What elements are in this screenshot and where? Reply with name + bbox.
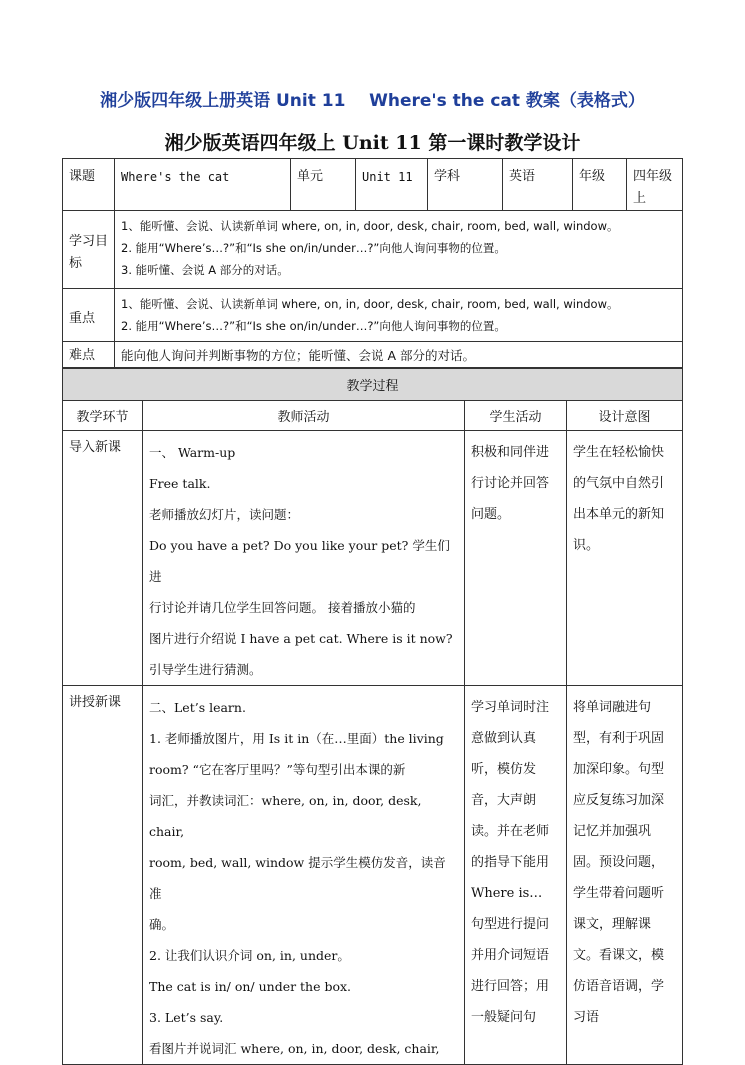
teacher-activity-cell xyxy=(143,431,465,686)
grade-label: 年级 xyxy=(573,159,627,211)
topic-value: Where's the cat xyxy=(115,159,291,211)
header-student-activity: 学生活动 xyxy=(465,401,567,431)
subject-label: 学科 xyxy=(428,159,503,211)
teacher-line: Do you have a pet? Do you like your pet? 学生们进 xyxy=(149,538,450,584)
stage-cell: 讲授新课 xyxy=(63,686,143,1065)
teacher-line: 二、Let’s learn. xyxy=(149,700,246,715)
unit-value: Unit 11 xyxy=(356,159,428,211)
table-row xyxy=(63,431,683,686)
lesson-plan-title: 湘少版英语四年级上 Unit 11 第一课时教学设计 xyxy=(164,132,581,154)
key-point-item: 2. 能用“Where’s…?”和“Is she on/in/under…?”向他人询问事物的位置。 xyxy=(121,319,506,333)
teacher-line: Free talk. xyxy=(149,476,211,491)
design-intent-cell: 将单词融进句型，有利于巩固加深印象。句型应反复练习加深记忆并加强巩固。预设问题，学生带着问题听课文，理解课文。看课文，模仿语音语调，学习语 xyxy=(567,686,683,1065)
teacher-line: 图片进行介绍说 I have a pet cat. Where is it now? xyxy=(149,631,453,646)
key-points-list xyxy=(115,289,683,342)
goals-list xyxy=(115,211,683,289)
teacher-line: 词汇，并教读词汇：where, on, in, door, desk, chair, xyxy=(149,793,422,839)
teacher-line: 确。 xyxy=(149,917,175,932)
goal-item: 3. 能听懂、会说 A 部分的对话。 xyxy=(121,263,289,277)
table-row xyxy=(63,686,683,1065)
header-design-intent: 设计意图 xyxy=(567,401,683,431)
teacher-activity-cell xyxy=(143,686,465,1065)
stage-cell: 导入新课 xyxy=(63,431,143,686)
grade-value: 四年级上 xyxy=(627,159,683,211)
difficult-points-label: 难点 xyxy=(63,342,115,368)
teacher-line: 2. 让我们认识介词 on, in, under。 xyxy=(149,948,350,963)
header-stage: 教学环节 xyxy=(63,401,143,431)
difficult-points-value: 能向他人询问并判断事物的方位；能听懂、会说 A 部分的对话。 xyxy=(115,342,683,368)
design-intent-cell: 学生在轻松愉快的气氛中自然引出本单元的新知识。 xyxy=(567,431,683,686)
teacher-line: 老师播放幻灯片，读问题： xyxy=(149,507,300,522)
teacher-line: 看图片并说词汇 where, on, in, door, desk, chair, xyxy=(149,1041,440,1056)
subject-value: 英语 xyxy=(503,159,573,211)
student-activity-cell: 积极和同伴进行讨论并回答问题。 xyxy=(465,431,567,686)
lesson-info-table xyxy=(62,158,683,368)
process-title: 教学过程 xyxy=(63,369,683,401)
topic-label: 课题 xyxy=(63,159,115,211)
goal-item: 2. 能用“Where’s…?”和“Is she on/in/under…?”向他人询问事物的位置。 xyxy=(121,241,506,255)
teaching-process-table xyxy=(62,368,683,1065)
unit-label: 单元 xyxy=(291,159,356,211)
teacher-line: room, bed, wall, window 提示学生模仿发音，读音准 xyxy=(149,855,446,901)
student-activity-cell: 学习单词时注意做到认真听，模仿发音，大声朗读。并在老师的指导下能用 Where is… 句型进行提问并用介词短语进行回答；用一般疑问句 xyxy=(465,686,567,1065)
goals-label: 学习目标 xyxy=(63,211,115,289)
header-teacher-activity: 教师活动 xyxy=(143,401,465,431)
document-title: 湘少版四年级上册英语 Unit 11 Where's the cat 教案（表格式） xyxy=(100,91,645,111)
goal-item: 1、能听懂、会说、认读新单词 where, on, in, door, desk, chair, room, bed, wall, window。 xyxy=(121,219,619,233)
teacher-line: 1. 老师播放图片，用 Is it in（在…里面）the living xyxy=(149,731,444,746)
teacher-line: room? “它在客厅里吗？”等句型引出本课的新 xyxy=(149,762,406,777)
key-points-label: 重点 xyxy=(63,289,115,342)
key-point-item: 1、能听懂、会说、认读新单词 where, on, in, door, desk, chair, room, bed, wall, window。 xyxy=(121,297,619,311)
teacher-line: 引导学生进行猜测。 xyxy=(149,662,262,677)
teacher-line: 行讨论并请几位学生回答问题。 接着播放小猫的 xyxy=(149,600,416,615)
teacher-line: The cat is in/ on/ under the box. xyxy=(149,979,352,994)
teacher-line: 一、 Warm-up xyxy=(149,445,236,460)
teacher-line: 3. Let’s say. xyxy=(149,1010,224,1025)
